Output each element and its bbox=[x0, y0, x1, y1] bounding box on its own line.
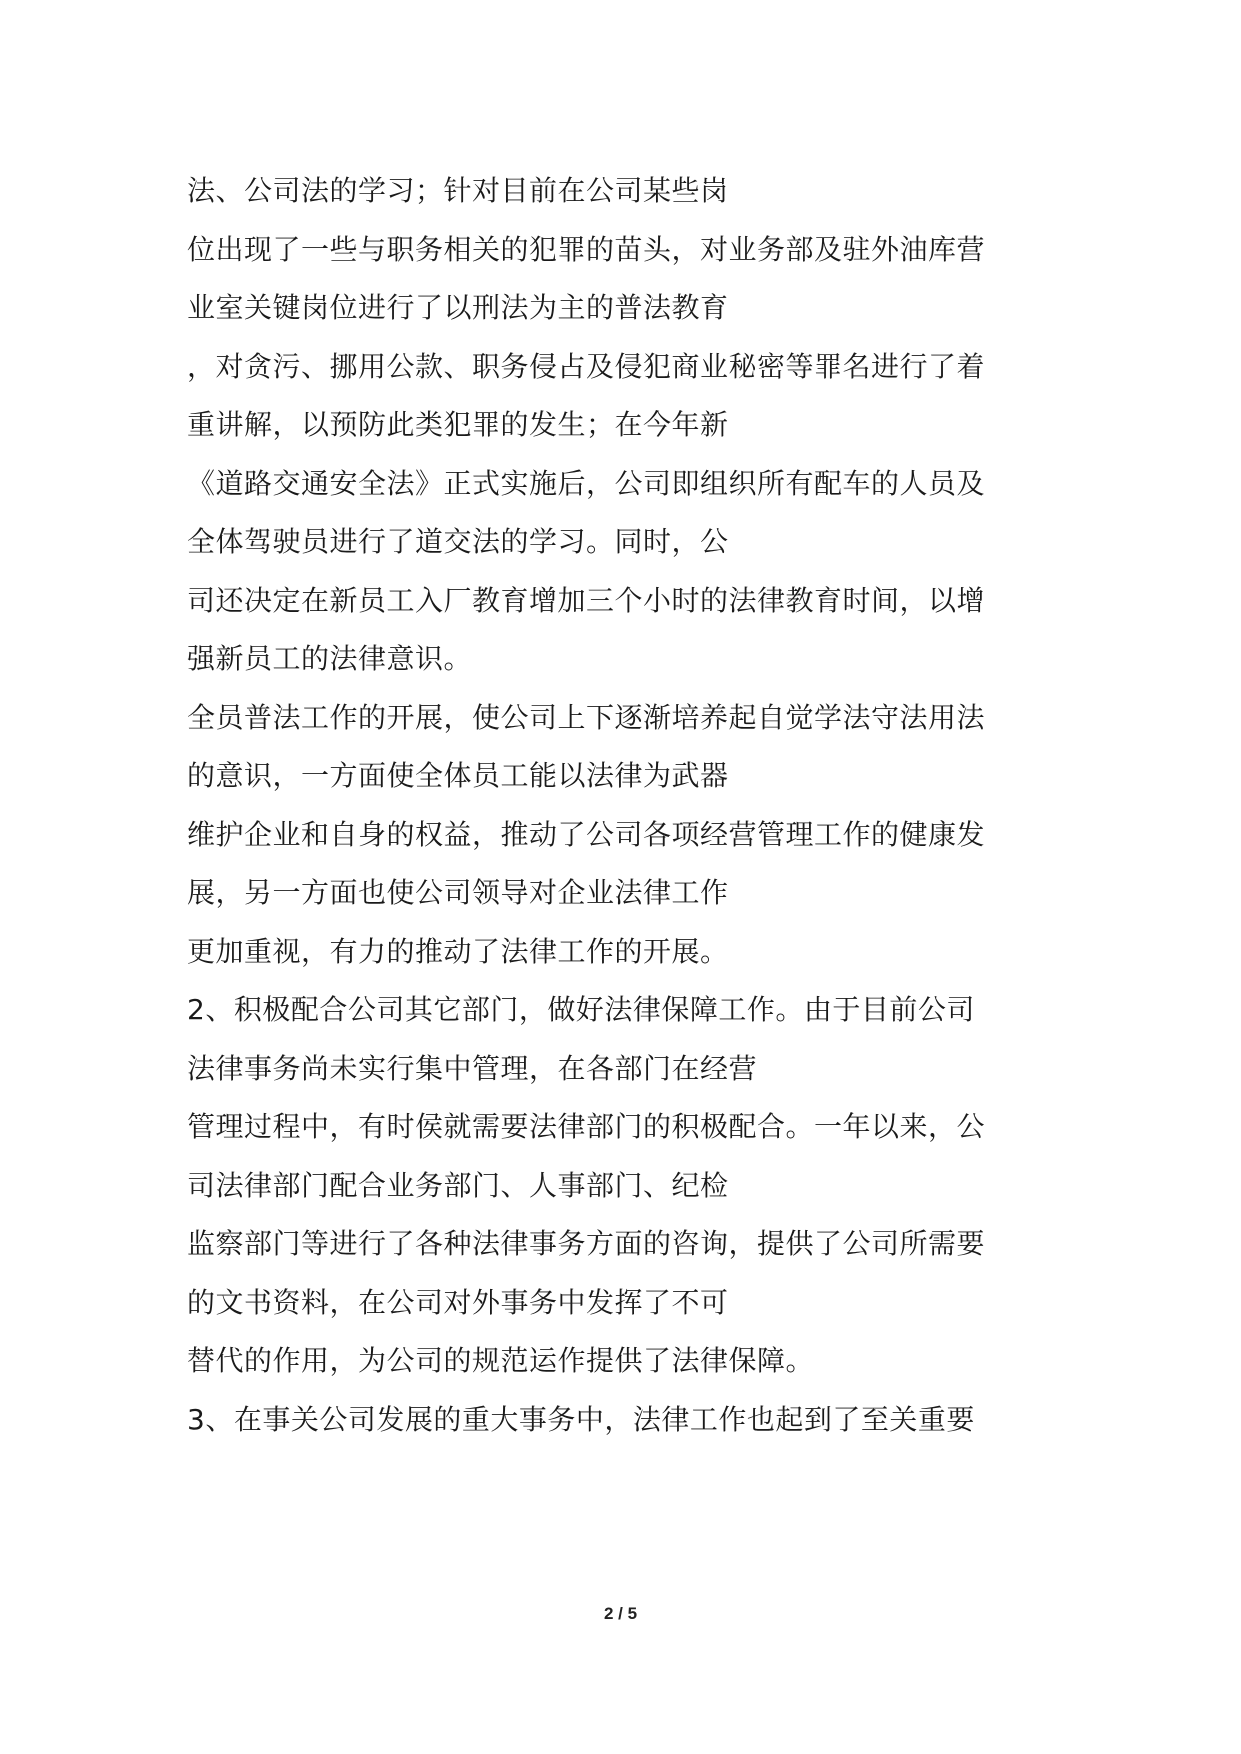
text-line: 的文书资料，在公司对外事务中发挥了不可 bbox=[187, 1285, 729, 1319]
text-line: 位出现了一些与职务相关的犯罪的苗头，对业务部及驻外油库营 bbox=[187, 232, 986, 266]
text-line: 法、公司法的学习；针对目前在公司某些岗 bbox=[187, 174, 729, 207]
text-line: 维护企业和自身的权益，推动了公司各项经营管理工作的健康发 bbox=[187, 817, 986, 851]
text-line: ，对贪污、挪用公款、职务侵占及侵犯商业秘密等罪名进行了着 bbox=[187, 349, 986, 383]
text-line: 业室关键岗位进行了以刑法为主的普法教育 bbox=[187, 291, 729, 324]
text-line: 管理过程中，有时侯就需要法律部门的积极配合。一年以来，公 bbox=[187, 1110, 986, 1143]
text-line: 法律事务尚未实行集中管理，在各部门在经营 bbox=[187, 1051, 758, 1085]
text-line: 监察部门等进行了各种法律事务方面的咨询，提供了公司所需要 bbox=[187, 1227, 986, 1260]
text-line: 重讲解，以预防此类犯罪的发生；在今年新 bbox=[187, 408, 729, 441]
text-line: 司还决定在新员工入厂教育增加三个小时的法律教育时间，以增 bbox=[187, 583, 986, 617]
text-line: 强新员工的法律意识。 bbox=[187, 642, 473, 675]
text-line: 更加重视，有力的推动了法律工作的开展。 bbox=[187, 934, 729, 968]
text-line: 全体驾驶员进行了道交法的学习。同时，公 bbox=[187, 525, 729, 558]
text-line: 全员普法工作的开展，使公司上下逐渐培养起自觉学法守法用法 bbox=[187, 700, 986, 734]
text-line: 展，另一方面也使公司领导对企业法律工作 bbox=[187, 876, 729, 909]
text-line: 的意识，一方面使全体员工能以法律为武器 bbox=[187, 759, 729, 792]
text-line: 《道路交通安全法》正式实施后，公司即组织所有配车的人员及 bbox=[187, 466, 986, 500]
text-line: 司法律部门配合业务部门、人事部门、纪检 bbox=[187, 1168, 729, 1202]
page-number: 2 / 5 bbox=[603, 1604, 638, 1623]
body-text bbox=[187, 162, 1067, 1449]
text-line: 2、积极配合公司其它部门，做好法律保障工作。由于目前公司 bbox=[187, 993, 975, 1026]
text-line: 3、在事关公司发展的重大事务中，法律工作也起到了至关重要 bbox=[187, 1402, 975, 1436]
text-line: 替代的作用，为公司的规范运作提供了法律保障。 bbox=[187, 1344, 815, 1377]
